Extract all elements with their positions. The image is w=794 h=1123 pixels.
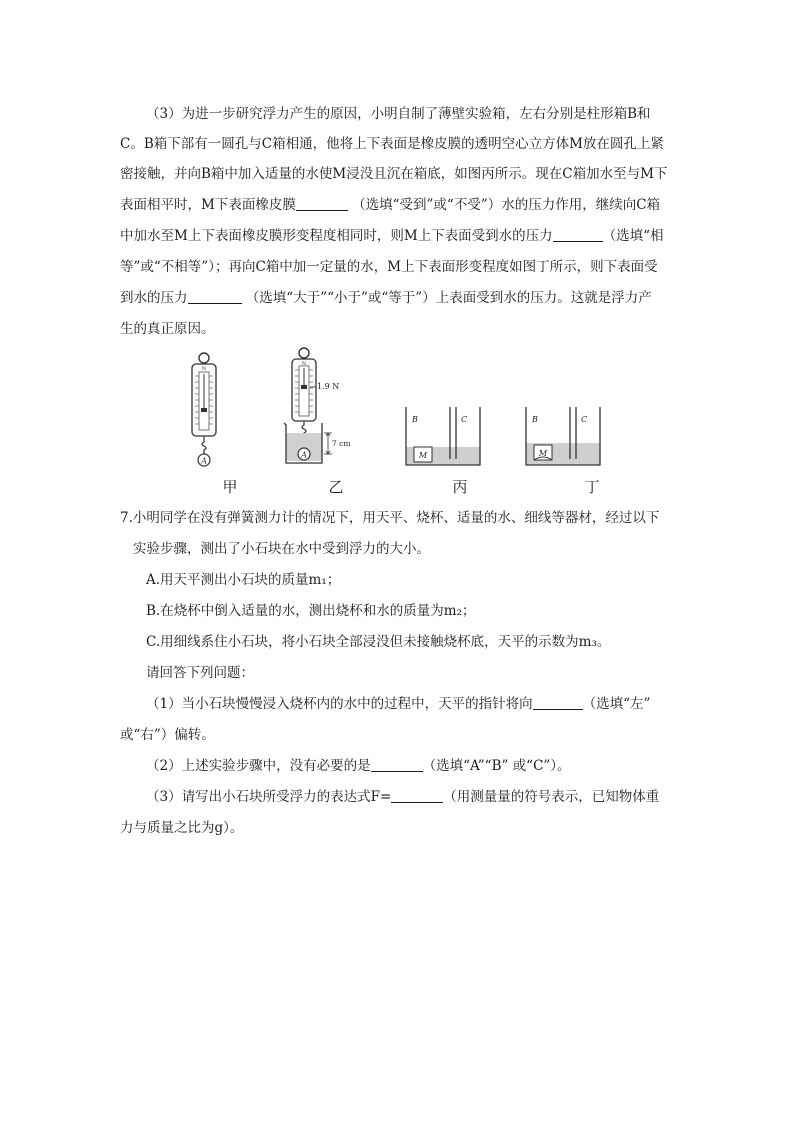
ding-box-b-label: B: [532, 415, 538, 424]
q7-sub2-text-a: （2）上述实验步骤中，没有必要的是: [146, 758, 371, 774]
figure-ding: [518, 405, 608, 467]
answer-blank-q7-2[interactable]: [371, 757, 423, 772]
yi-unit-label: N: [301, 361, 307, 367]
yi-reading-label: 1.9 N: [317, 382, 340, 391]
q6-line-5-text-b: （选填“相: [602, 228, 664, 244]
ding-box-c-label: C: [581, 415, 588, 424]
answer-blank-2[interactable]: [553, 227, 603, 242]
q7-step-c: C.用细线系住小石块，将小石块全部浸没但未接触烧杯底，天平的示数为m₃。: [146, 634, 611, 650]
q7-prompt: 请回答下列问题：: [146, 665, 254, 681]
bing-box-b-label: B: [412, 415, 418, 424]
q7-sub2-line: [146, 756, 571, 776]
q7-sub3-text-a: （3）请写出小石块所受浮力的表达式F=: [146, 789, 392, 805]
q6-line-6: 等”或“不相等”）；再向C箱中加一定量的水，M上下表面形变程度如图丁所示，则下表面受: [120, 259, 658, 275]
q6-line-4-text-a: 表面相平时，M下表面橡皮膜: [120, 197, 296, 213]
q6-line-4: [120, 195, 660, 215]
q6-line-3: 密接触，并向B箱中加入适量的水使M浸没且沉在箱底，如图丙所示。现在C箱加水至与M下: [120, 166, 668, 182]
q7-sub2-text-b: （选填“A”“B” 或“C”）。: [422, 758, 571, 774]
figure-yi: [280, 345, 370, 470]
q7-stem-line-2: 实验步骤，测出了小石块在水中受到浮力的大小。: [133, 541, 430, 557]
q7-sub3-line-1: [146, 787, 659, 807]
answer-blank-1[interactable]: [296, 196, 348, 211]
figure-bing: [398, 405, 488, 467]
q6-line-7-text-a: 到水的压力: [120, 290, 188, 306]
bing-cube-label: M: [418, 451, 428, 460]
ding-cube-label: M: [538, 449, 548, 458]
answer-blank-q7-1[interactable]: [533, 695, 583, 710]
answer-blank-3[interactable]: [188, 289, 242, 304]
q6-line-2: C。B箱下部有一圆孔与C箱相通，他将上下表面是橡皮膜的透明空心立方体M放在圆孔上紧: [120, 136, 664, 152]
q6-line-5: [120, 226, 664, 246]
q7-sub1-line-1: [146, 694, 650, 714]
figure-jia: [180, 350, 230, 470]
q7-sub3-text-b: （用测量量的符号表示，已知物体重: [443, 789, 660, 805]
caption-bing: 丙: [452, 478, 468, 496]
answer-blank-q7-3[interactable]: [391, 788, 443, 803]
q7-step-a: A.用天平测出小石块的质量m₁；: [146, 572, 341, 588]
q7-sub1-line-2: 或“右”）偏转。: [120, 727, 215, 743]
caption-ding: 丁: [584, 478, 600, 496]
q7-step-b: B.在烧杯中倒入适量的水，测出烧杯和水的质量为m₂；: [146, 603, 476, 619]
q7-sub3-line-2: 力与质量之比为g）。: [120, 820, 244, 836]
q7-stem-line-1: 7.小明同学在没有弹簧测力计的情况下，用天平、烧杯、适量的水、细线等器材，经过以下: [120, 510, 660, 526]
jia-unit-label: N: [201, 366, 207, 372]
q7-sub1-text-b: （选填“左”: [582, 696, 651, 712]
q7-sub1-text-a: （1）当小石块慢慢浸入烧杯内的水中的过程中，天平的指针将向: [146, 696, 533, 712]
yi-depth-label: 7 cm: [332, 439, 351, 448]
caption-yi: 乙: [328, 478, 344, 496]
q6-line-5-text-a: 中加水至M上下表面橡皮膜形变程度相同时，则M上下表面受到水的压力: [120, 228, 553, 244]
caption-jia: 甲: [222, 478, 238, 496]
q6-line-1: （3）为进一步研究浮力产生的原因，小明自制了薄壁实验箱，左右分别是柱形箱B和: [146, 106, 651, 122]
q6-line-7: [120, 288, 652, 308]
jia-ball-label: A: [201, 456, 207, 466]
q6-line-8: 生的真正原因。: [120, 321, 215, 337]
q6-line-7-text-b: （选填“大于”“小于”或“等于”）上表面受到水的压力。这就是浮力产: [241, 290, 652, 306]
bing-box-c-label: C: [461, 415, 468, 424]
q6-line-4-text-b: （选填“受到”或“不受”）水的压力作用，继续向C箱: [347, 197, 661, 213]
yi-ball-label: A: [301, 450, 307, 460]
